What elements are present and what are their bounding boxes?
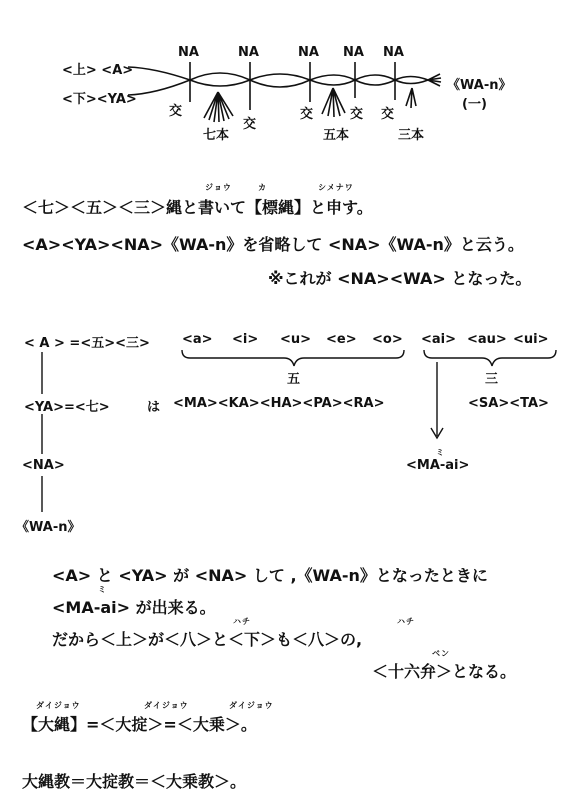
consonant-row: <MA><KA><HA><PA><RA>: [173, 396, 385, 411]
cross-label: 交: [381, 107, 395, 122]
cross-label: 交: [169, 104, 183, 119]
scheme-a-equals: < A > =<五><三>: [24, 336, 150, 351]
ruby-shimenawa: シメナワ: [318, 183, 354, 192]
vowel-i: <i>: [232, 332, 259, 347]
na-label: NA: [238, 45, 259, 60]
diph-ai: <ai>: [421, 332, 457, 347]
para3-line2: 大縄教＝大掟教＝＜大乗教＞。: [22, 772, 247, 791]
ruby-jou: ジョウ: [205, 183, 232, 192]
scheme-ya-equals: <YA>=<七>: [24, 400, 110, 415]
na-label: NA: [178, 45, 199, 60]
vowel-e: <e>: [326, 332, 357, 347]
vowel-o: <o>: [372, 332, 403, 347]
brace-three-label: 三: [485, 372, 499, 387]
ruby-mi: ミ: [436, 448, 445, 457]
ruby-ben: ベン: [432, 649, 450, 658]
para1-line1: ＜七＞＜五＞＜三＞縄と書いて【標縄】と申す。: [22, 198, 373, 217]
ruby-hachi-2: ハチ: [397, 617, 415, 626]
para1-line3: ※これが <NA><WA> となった。: [268, 269, 532, 288]
para2-line1: <A> と <YA> が <NA> して ,《WA-n》となったときに: [52, 566, 488, 585]
count-three: 三本: [398, 128, 425, 143]
ruby-daijou-1: ダイジョウ: [36, 701, 81, 710]
ruby-daijou-2: ダイジョウ: [144, 701, 189, 710]
count-seven: 七本: [203, 128, 230, 143]
para2-line4: ＜十六弁＞となる。: [372, 662, 517, 681]
ruby-ka: カ: [258, 183, 267, 192]
na-label: NA: [383, 45, 404, 60]
lower-strand-label: <下><YA>: [62, 92, 137, 107]
scheme-na: <NA>: [22, 458, 65, 473]
scheme-wa-n: 《WA-n》: [16, 520, 81, 535]
diph-ui: <ui>: [513, 332, 549, 347]
brace-five-label: 五: [287, 372, 301, 387]
ruby-daijou-3: ダイジョウ: [229, 701, 274, 710]
upper-strand-label: <上> <A>: [62, 63, 134, 78]
para1-line2: <A><YA><NA>《WA-n》を省略して <NA>《WA-n》と云う。: [22, 235, 524, 254]
ruby-mi-2: ミ: [98, 585, 107, 594]
na-label: NA: [298, 45, 319, 60]
scheme-ha: は: [147, 400, 161, 415]
scheme-ma-ai: <MA-ai>: [406, 458, 470, 473]
para2-line2: <MA-ai> が出来る。: [52, 598, 216, 617]
count-five: 五本: [323, 128, 350, 143]
cross-label: 交: [350, 107, 364, 122]
para2-line3: だから＜上＞が＜八＞と＜下＞も＜八＞の,: [52, 630, 363, 649]
na-label: NA: [343, 45, 364, 60]
ruby-hachi-1: ハチ: [233, 617, 251, 626]
wa-n-label: 《WA-n》: [447, 78, 512, 93]
cross-label: 交: [300, 107, 314, 122]
cross-label: 交: [243, 117, 257, 132]
para3-line1: 【大縄】=＜大掟＞=＜大乗＞。: [22, 715, 257, 734]
vowel-a: <a>: [182, 332, 213, 347]
vowel-u: <u>: [280, 332, 312, 347]
consonant-sa-ta: <SA><TA>: [468, 396, 549, 411]
wa-n-sub: (一): [462, 97, 487, 112]
diph-au: <au>: [467, 332, 507, 347]
